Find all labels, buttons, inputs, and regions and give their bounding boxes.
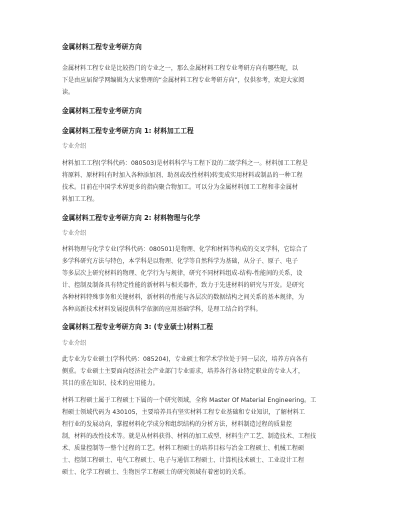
paragraph-line: 硕士、化学工程硕士、生物医学工程硕士的研究领域有着密切的关系。 <box>62 469 250 476</box>
paragraph-line: 各种材料特殊事务和关键材料，新材料的性能与各层次的数据结构之间关系的基本规律，为 <box>62 294 305 301</box>
paragraph-line: 此专业为专业硕士(学科代码：085204)，专业硕士和学术学位处于同一层次，培养方向各有 <box>62 356 308 363</box>
intro-line: 读。 <box>62 89 75 96</box>
paragraph-line: 料加工工程。 <box>62 196 99 203</box>
document-title: 金属材料工程专业考研方向 <box>62 43 142 51</box>
paragraph-line: 材料加工工程(学科代码：080503)是材料科学与工程下设的二级学科之一。材料加工工程是 <box>62 160 308 167</box>
paragraph-line: 制，材料的改性技术等。就是从材料获得、材料的加工成型、材料生产工艺、制造技术、工程技 <box>62 433 317 440</box>
paragraph-line: 士、控制工程硕士、电气工程硕士、电子与通信工程硕士、计算机技术硕士、工业设计工程 <box>62 457 305 464</box>
intro-line: 金属材料工程专业是比较热门的专业之一，那么金属材料工程专业考研方向有哪些呢，以 <box>62 65 298 72</box>
intro-line: 下是由应届留学网编辑为大家整理的“金属材料工程专业考研方向”，仅供参考，欢迎大家阅 <box>62 77 305 84</box>
paragraph-line: 程行业的发展动向，掌握材料化学成分和组织结构的分析方法，材料制造过程的质量控 <box>62 421 292 428</box>
paragraph-line: 材料物理与化学专业(学科代码：080501)是物理、化学和材料等构成的交叉学科，它综合了 <box>62 246 308 253</box>
section-title: 金属材料工程专业考研方向 <box>62 107 142 115</box>
paragraph-line: 材料工程硕士属于工程硕士下属的一个研究领域，全称 Master Of Material Engineering。工 <box>62 397 317 404</box>
paragraph-line: 各种高新技术材料发展提供科学依据的应用基础学科，是理工结合的学科。 <box>62 306 262 313</box>
paragraph-line: 计、控制及制备具有特定性能的新材料与相关器件，致力于先进材料的研究与开发。是研究 <box>62 282 305 289</box>
direction-heading: 金属材料工程专业考研方向 1: 材料加工工程 <box>62 127 194 135</box>
intro-label: 专业介绍 <box>62 340 87 347</box>
paragraph-line: 技术。目前在中国学术界更多的指向聚合物加工。可以分为金属材料加工工程和非金属材 <box>62 184 298 191</box>
paragraph-line: 将原料、原材料(有时加入各种添加剂、助剂或改性材料)转变成实用材料或制品的一种工程 <box>62 172 303 179</box>
paragraph-line: 侧重。专业硕士主要面向经济社会产业部门专业需求，培养各行各业特定职业的专业人才， <box>62 368 305 375</box>
paragraph-line: 术、质量控制等一整个过程的工艺。材料工程硕士的培养目标与冶金工程硕士、机械工程硕 <box>62 445 305 452</box>
paragraph-line: 等多层次上研究材料的物理、化学行为与规律，研究不同材料组成-结构-性能间的关系，设 <box>62 270 303 277</box>
paragraph-line: 程硕士领域代码为 430105，主要培养具有坚实材料工程专业基础和专业知识，了解材料工 <box>62 409 305 416</box>
direction-heading: 金属材料工程专业考研方向 2: 材料物理与化学 <box>62 214 201 222</box>
intro-label: 专业介绍 <box>62 143 87 150</box>
paragraph-line: 多学科研究方法与特色，本学科是以物理、化学等自然科学为基础，从分子、原子、电子 <box>62 258 298 265</box>
intro-label: 专业介绍 <box>62 230 87 237</box>
paragraph-line: 其目的重在知识、技术的应用能力。 <box>62 380 159 387</box>
direction-heading: 金属材料工程专业考研方向 3: (专业硕士)材料工程 <box>62 323 214 331</box>
